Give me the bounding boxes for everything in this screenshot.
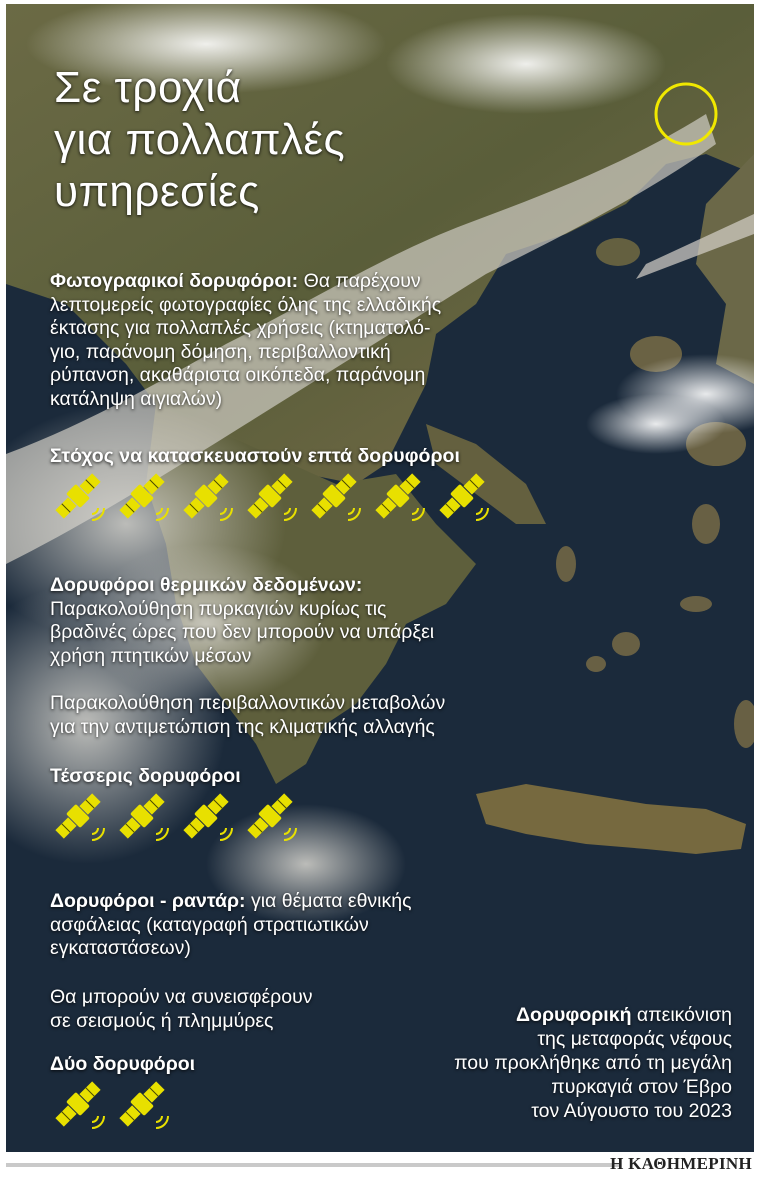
satellite-icon: [48, 1078, 112, 1134]
thermal-line-1: Παρακολούθηση πυρκαγιών κυρίως τις: [50, 597, 387, 620]
thermal-satellite-row: [48, 790, 304, 846]
satellite-icon: [48, 790, 112, 846]
title-line-2: για πολλαπλές: [54, 115, 346, 164]
map-caption: [392, 1003, 732, 1123]
thermal-heading: Δορυφόροι θερμικών δεδομένων:: [50, 574, 363, 596]
island-chios: [692, 504, 720, 544]
photo-line-2: λεπτομερείς φωτογραφίες όλης της ελλαδικής: [50, 293, 442, 316]
satellite-icon: [112, 1078, 176, 1134]
satellite-icon: [304, 470, 368, 526]
thermal-line-2: βραδινές ώρες που δεν μπορούν να υπάρξει: [50, 621, 435, 643]
photo-line-4: γιο, παράνομη δόμηση, περιβαλλοντική: [50, 340, 391, 363]
brand-logo: Η ΚΑΘΗΜΕΡΙΝΗ: [610, 1154, 752, 1173]
photo-line-6: κατάληψη αιγιαλών): [50, 387, 223, 410]
photo-line-5: ρύπανση, ακαθάριστα οικόπεδα, παράνομη: [50, 364, 426, 386]
thermal-extra-text: [50, 692, 550, 739]
caption-line-1: απεικόνιση: [636, 1004, 732, 1026]
photo-line-1: Θα παρέχουν: [303, 270, 421, 292]
page-title: [54, 62, 434, 218]
radar-count-label: Δύο δορυφόροι: [50, 1053, 196, 1075]
caption-line-3: που προκλήθηκε από τη μεγάλη: [454, 1052, 732, 1074]
radar-heading: Δορυφόροι - ραντάρ:: [50, 890, 246, 912]
satellite-icon: [112, 790, 176, 846]
island-thasos: [596, 238, 640, 266]
radar-extra-text: [50, 986, 450, 1033]
island-samos: [680, 596, 712, 612]
satellite-icon: [240, 790, 304, 846]
thermal-count-label: Τέσσερις δορυφόροι: [50, 765, 241, 787]
footer-divider: [6, 1163, 621, 1167]
photo-satellite-row: [48, 470, 496, 526]
satellite-icon: [48, 470, 112, 526]
photo-satellites-text: [50, 270, 570, 411]
radar-satellites-text: [50, 890, 510, 961]
caption-line-2: της μεταφοράς νέφους: [537, 1028, 732, 1050]
photo-count-label: Στόχος να κατασκευαστούν επτά δορυφόροι: [50, 445, 460, 467]
island-paros: [586, 656, 606, 672]
radar-extra-line-1: Θα μπορούν να συνεισφέρουν: [50, 986, 313, 1008]
radar-line-3: εγκαταστάσεων): [50, 937, 191, 959]
thermal-extra-line-1: Παρακολούθηση περιβαλλοντικών μεταβολών: [50, 692, 446, 714]
satellite-map: [6, 4, 754, 1152]
thermal-satellites-text: [50, 574, 550, 668]
title-line-1: Σε τροχιά: [54, 63, 242, 112]
radar-line-2: ασφάλειας (καταγραφή στρατιωτικών: [50, 913, 369, 936]
thermal-extra-line-2: για την αντιμετώπιση της κλιματικής αλλαγής: [50, 715, 435, 738]
satellite-icon: [112, 470, 176, 526]
photo-line-3: έκτασης για πολλαπλές χρήσεις (κτηματολό-: [50, 317, 431, 339]
title-line-3: υπηρεσίες: [54, 167, 260, 216]
island-andros: [556, 546, 576, 582]
caption-line-4: πυρκαγιά στον Έβρο: [551, 1076, 732, 1098]
thermal-line-3: χρήση πτητικών μέσων: [50, 644, 252, 667]
caption-line-5: τον Αύγουστο του 2023: [531, 1100, 732, 1122]
island-naxos: [612, 632, 640, 656]
radar-line-1: για θέματα εθνικής: [250, 890, 412, 912]
radar-satellite-row: [48, 1078, 176, 1134]
photo-heading: Φωτογραφικοί δορυφόροι:: [50, 270, 299, 292]
radar-extra-line-2: σε σεισμούς ή πλημμύρες: [50, 1009, 274, 1032]
satellite-icon: [432, 470, 496, 526]
satellite-icon: [176, 790, 240, 846]
satellite-icon: [176, 470, 240, 526]
caption-bold: Δορυφορική: [516, 1004, 632, 1026]
satellite-icon: [368, 470, 432, 526]
satellite-icon: [240, 470, 304, 526]
